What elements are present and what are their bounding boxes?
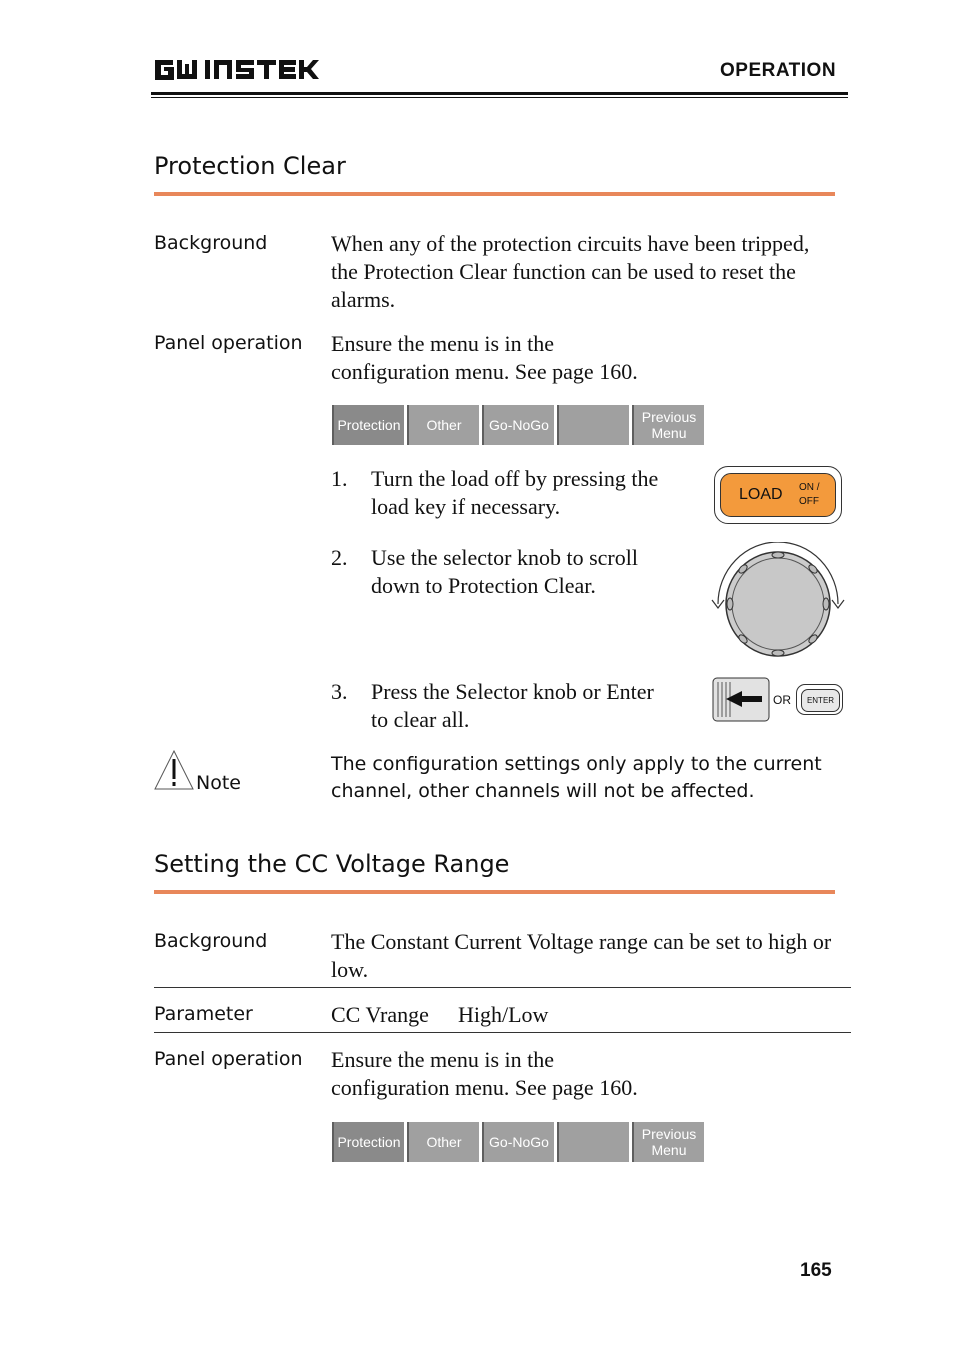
section-rule [154,192,835,196]
softkey-protection[interactable]: Protection [332,1122,404,1162]
softkey-blank[interactable] [557,1122,629,1162]
softkey-go-nogo[interactable]: Go-NoGo [482,1122,554,1162]
parameter-name: CC Vrange [331,1002,429,1027]
enter-key-button[interactable]: ENTER [801,689,840,712]
step-1-line1: Turn the load off by pressing the [371,466,659,491]
background-text: When any of the protection circuits have been tripped, the Protection Clear function can be used to reset the alarms. [331,231,810,312]
load-key-sub1: ON / [799,482,820,493]
note-text: The configuration settings only apply to the current channel, other channels will not be affected. [331,753,822,802]
panel-text-line2: configuration menu. See page 160. [331,359,638,384]
panel-operation-label: Panel operation [154,1048,303,1070]
softkey-protection[interactable]: Protection [332,405,404,445]
note-label: Note [196,772,241,794]
background-label: Background [154,232,268,254]
softkey-go-nogo[interactable]: Go-NoGo [482,405,554,445]
gwinstek-logo [153,56,323,82]
panel-operation-label: Panel operation [154,332,303,354]
load-key-frame [714,466,842,524]
parameter-label: Parameter [154,1003,253,1025]
section-rule [154,890,835,894]
softkey-bar [332,405,707,445]
step-3-line2: to clear all. [371,707,470,732]
section-header-label: OPERATION [720,60,837,81]
background-text: The Constant Current Voltage range can be set to high or low. [331,929,832,982]
step-3-line1: Press the Selector knob or Enter [371,679,654,704]
panel-text-line1: Ensure the menu is in the [331,1047,555,1072]
step-number: 2. [331,545,348,570]
page-number: 165 [800,1260,832,1281]
softkey-bar [332,1122,707,1162]
step-number: 1. [331,466,348,491]
table-divider [154,987,851,988]
parameter-value: High/Low [458,1002,549,1027]
header-rule-thin [151,97,848,98]
panel-text-line1: Ensure the menu is in the [331,331,555,356]
header-rule [151,92,848,95]
section-title-protection-clear: Protection Clear [154,152,346,180]
enter-key-frame [796,684,843,715]
warning-triangle-icon [153,749,195,791]
load-key-label: LOAD [739,486,783,503]
panel-text-line2: configuration menu. See page 160. [331,1075,638,1100]
softkey-other[interactable]: Other [407,1122,479,1162]
step-number: 3. [331,679,348,704]
step-2-line2: down to Protection Clear. [371,573,596,598]
step-2-line1: Use the selector knob to scroll [371,545,638,570]
load-key-sub2: OFF [799,496,819,507]
load-key-button[interactable] [720,473,836,517]
softkey-previous-menu[interactable]: Previous Menu [632,405,704,445]
section-title-cc-voltage-range: Setting the CC Voltage Range [154,850,510,878]
selector-press-icon[interactable] [712,677,770,722]
selector-knob-icon[interactable] [708,542,848,662]
or-label: OR [773,693,791,707]
step-1-line2: load key if necessary. [371,494,561,519]
table-divider [154,1032,851,1033]
softkey-blank[interactable] [557,405,629,445]
softkey-other[interactable]: Other [407,405,479,445]
softkey-previous-menu[interactable]: Previous Menu [632,1122,704,1162]
background-label: Background [154,930,268,952]
